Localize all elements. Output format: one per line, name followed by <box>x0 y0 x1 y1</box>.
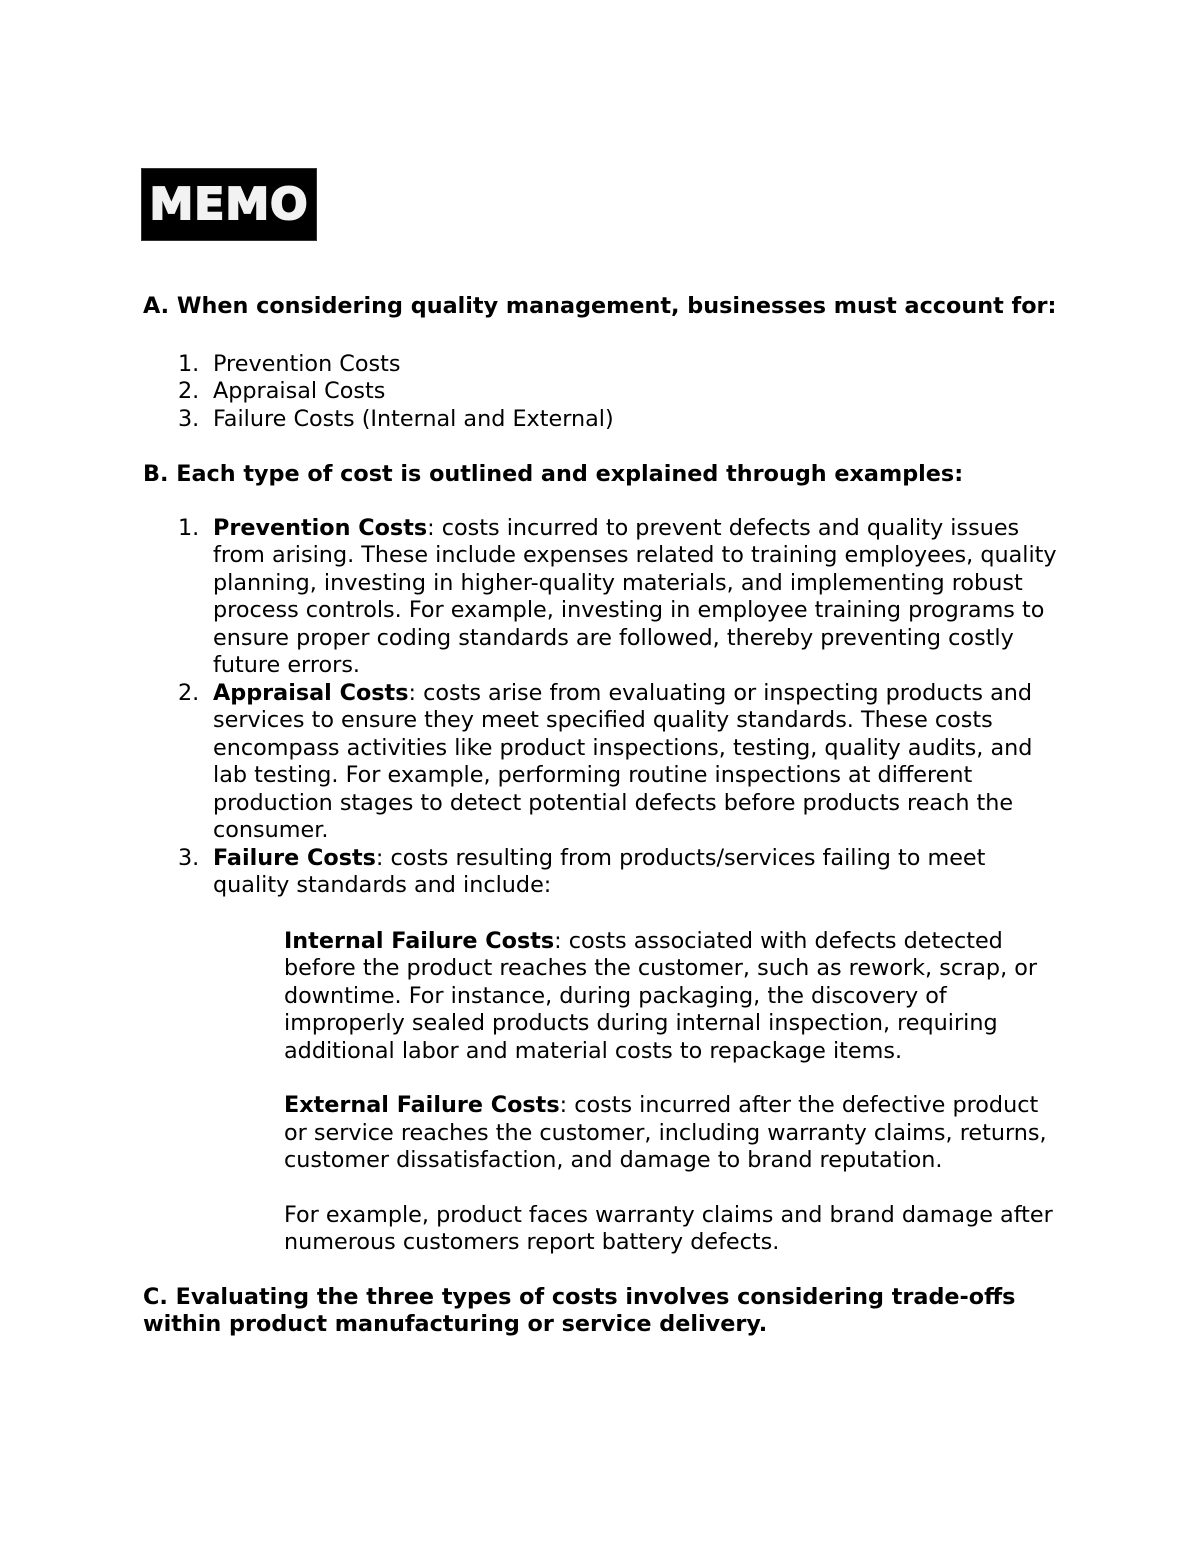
term-label: External Failure Costs <box>284 1092 560 1118</box>
list-number: 3. <box>178 844 200 871</box>
section-b-list <box>143 515 1063 900</box>
list-item <box>143 351 1063 379</box>
term-label: Internal Failure Costs <box>284 927 555 954</box>
list-number: 2. <box>178 378 200 404</box>
term-description: : costs incurred after the defective product or service reaches the customer, including warranty claims, returns, customer dissatisfaction, and damage to brand reputation. <box>284 1092 1047 1173</box>
memo-body <box>143 293 1063 1339</box>
list-item-prevention <box>143 515 1063 680</box>
section-a-list <box>143 351 1063 434</box>
failure-example-block: For example, product faces warranty claims and brand damage after numerous customers report battery defects. <box>284 1201 1053 1255</box>
section-a-heading: A. When considering quality management, businesses must account for: <box>143 293 1057 319</box>
list-item-appraisal <box>143 680 1063 845</box>
list-number: 3. <box>178 405 200 432</box>
term-label: Appraisal Costs <box>213 679 409 706</box>
term-description: : costs resulting from products/services failing to meet quality standards and include: <box>213 844 986 898</box>
list-item <box>143 378 1063 406</box>
list-number: 2. <box>178 679 200 706</box>
memo-title-badge: MEMO <box>141 168 317 241</box>
list-item-failure <box>143 845 1063 900</box>
internal-failure-block <box>143 928 1063 1066</box>
term-label: Failure Costs <box>213 844 376 871</box>
term-description: : costs associated with defects detected before the product reaches the customer, such as rework, scrap, or downtime. For instance, during packaging, the discovery of improperly sealed products during internal inspection, requiring additional labor and material costs to repackage items. <box>284 927 1038 1064</box>
external-failure-block <box>143 1092 1063 1175</box>
list-number: 1. <box>178 350 200 377</box>
term-label: Prevention Costs <box>213 514 428 541</box>
list-number: 1. <box>178 514 200 541</box>
term-description: : costs arise from evaluating or inspecting products and services to ensure they meet specified quality standards. These costs encompass activities like product inspections, testing, quality audits, and lab testing. For example, performing routine inspections at different production stages to detect potential defects before products reach the consumer. <box>213 679 1033 843</box>
section-b-heading: B. Each type of cost is outlined and explained through examples: <box>143 461 964 487</box>
list-item-text: Failure Costs (Internal and External) <box>213 405 614 432</box>
term-description: : costs incurred to prevent defects and quality issues from arising. These include expenses related to training employees, quality planning, investing in higher-quality materials, and implementing robust process controls. For example, investing in employee training programs to ensure proper coding standards are followed, thereby preventing costly future errors. <box>213 514 1057 678</box>
list-item-text: Appraisal Costs <box>213 378 386 404</box>
list-item <box>143 406 1063 434</box>
section-c-heading: C. Evaluating the three types of costs involves considering trade-offs within product manufacturing or service delivery. <box>143 1283 1016 1337</box>
list-item-text: Prevention Costs <box>213 350 401 377</box>
